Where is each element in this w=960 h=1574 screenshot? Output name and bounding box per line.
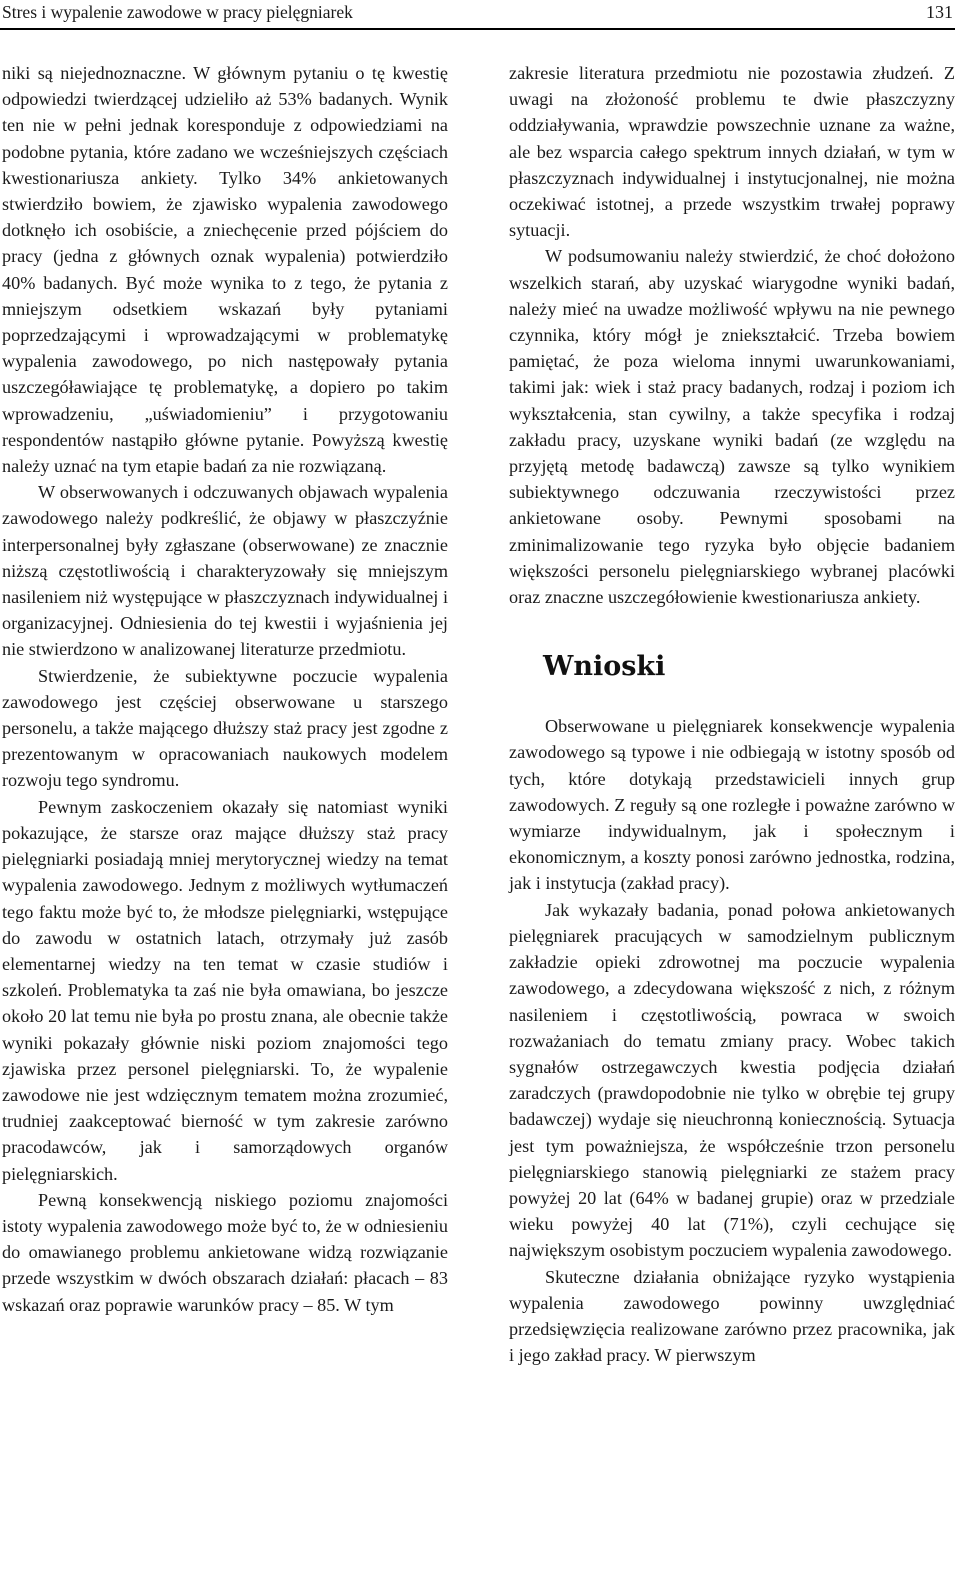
paragraph: Obserwowane u pielęgniarek konsekwencje wypalenia zawodowego są typowe i nie odbiegają w istotny sposób od tych, które dotykają przedstawicieli innych grup zawodowych. Z reguły są one rozległe i poważne zarówno w wymiarze indywidualnym, jak i społecznym i ekonomicznym, a koszty ponosi zarówno jednostka, rodzina, jak i instytucja (zakład pracy).	[509, 716, 955, 894]
paragraph: Stwierdzenie, że subiektywne poczucie wypalenia zawodowego jest częściej obserwowane u starszego personelu, a także mającego dłuższy staż pracy jest zgodne z prezentowanym w opracowaniach naukowych modelem rozwoju tego syndromu.	[2, 665, 448, 791]
paragraph: W podsumowaniu należy stwierdzić, że choć dołożono wszelkich starań, aby uzyskać wiarygodne wyniki badań, należy mieć na uwadze możliwość wpływu na nie pewnego czynnika, który mógł je zniekształcić. Trzeba bowiem pamiętać, że poza wieloma innymi uwarunkowaniami, takimi jak: wiek i staż pracy badanych, rodzaj i poziom ich wykształcenia, stan cywilny, a także specyfika i rodzaj zakładu pracy, uzyskane wyniki badań (ze względu na przyjętą metodę badawczą) zawsze są tylko wynikiem subiektywnego odczuwania rzeczywistości przez ankietowane osoby. Pewnymi sposobami na zminimalizowanie tego ryzyka było objęcie badaniem większości personelu pielęgniarskiego wybranej placówki oraz znaczne uszczegółowienie kwestionariusza ankiety.	[509, 246, 955, 608]
right-column	[509, 60, 955, 1368]
paragraph: zakresie literatura przedmiotu nie pozostawia złudzeń. Z uwagi na złożoność problemu te dwie płaszczyzny oddziaływania, wprawdzie powszechnie uznane za ważne, ale bez wsparcia całego spektrum innych działań, w tym w płaszczyznach indywidualnej i instytucjonalnej, nie można oczekiwać istotnej, a przede wszystkim trwałej poprawy sytuacji.	[509, 63, 955, 241]
section-heading: Wnioski	[543, 651, 666, 683]
paragraph: niki są niejednoznaczne. W głównym pytaniu o tę kwestię odpowiedzi twierdzącej udzieliło aż 53% badanych. Wynik ten nie w pełni jednak koresponduje z odpowiedziami na podobne pytania, które zadano we wcześniejszych częściach kwestionariusza ankiety. Tylko 34% ankietowanych stwierdziło bowiem, że zjawisko wypalenia zawodowego dotknęło ich osobiście, a zniechęcenie przed pójściem do pracy (jedna z głównych oznak wypalenia) potwierdziło 40% badanych. Być może wynika to z tego, że pytania z mniejszym odsetkiem wskazań były pytaniami poprzedzającymi i wprowadzającymi w problematykę wypalenia zawodowego, po nich następowały pytania uszczegóławiające tę problematykę, a dopiero po takim wprowadzeniu, „uświadomieniu” i przygotowaniu respondentów nastąpiło główne pytanie. Powyższą kwestię należy uznać na tym etapie badań za nie rozwiązaną.	[2, 63, 448, 477]
paragraph: Jak wykazały badania, ponad połowa ankietowanych pielęgniarek pracujących w samodzielnym publicznym zakładzie opieki zdrowotnej ma poczucie wypalenia zawodowego, a zdecydowana większość z nich, z różnym nasileniem i częstotliwością, powraca w swoich rozważaniach do tematu zmiany pracy. Wobec takich sygnałów ostrzegawczych kwestia podjęcia działań zaradczych (prawdopodobnie nie tylko w obrębie tej grupy badawczej) wydaje się nieuchronną koniecznością. Sytuacja jest tym poważniejsza, że współcześnie trzon personelu pielęgniarskiego stanowią pielęgniarki ze stażem pracy powyżej 20 lat (64% w badanej grupie) oraz w przedziale wieku powyżej 40 lat (71%), czyli cechujące się największym osobistym poczuciem wypalenia zawodowego.	[509, 899, 955, 1261]
running-title: Stres i wypalenie zawodowe w pracy pielęgniarek	[2, 2, 353, 22]
paragraph: Pewnym zaskoczeniem okazały się natomiast wyniki pokazujące, że starsze oraz mające dłuższy staż pracy pielęgniarki posiadają mniej merytorycznej wiedzy na temat wypalenia zawodowego. Jednym z możliwych wytłumaczeń tego faktu może być to, że młodsze pielęgniarki, wstępujące do zawodu w ostatnich latach, otrzymały już zasób elementarnej wiedzy na ten temat w czasie studiów i szkoleń. Problematyka ta zaś nie była omawiana, bo jeszcze około 20 lat temu nie była po prostu znana, ale obecnie także wyniki pokazały głównie niski poziom znajomości tego zjawiska przez personel pielęgniarski. To, że wypalenie zawodowe nie jest wdzięcznym tematem można zrozumieć, trudniej zaakceptować bierność w tym zakresie zarówno pracodawców, jak i samorządowych organów pielęgniarskich.	[2, 796, 448, 1184]
left-column	[2, 60, 448, 1318]
paragraph: Skuteczne działania obniżające ryzyko wystąpienia wypalenia zawodowego powinny uwzględniać przedsięwzięcia realizowane zarówno przez pracownika, jak i jego zakład pracy. W pierwszym	[509, 1266, 955, 1366]
paragraph: Pewną konsekwencją niskiego poziomu znajomości istoty wypalenia zawodowego może być to, że w odniesieniu do omawianego problemu ankietowane widzą rozwiązanie przede wszystkim w dwóch obszarach działań: płacach – 83 wskazań oraz poprawie warunków pracy – 85. W tym	[2, 1189, 448, 1315]
paragraph: W obserwowanych i odczuwanych objawach wypalenia zawodowego należy podkreślić, że objawy w płaszczyźnie interpersonalnej były zgłaszane (obserwowane) ze znacznie niższą częstotliwością i charakteryzowały się mniejszym nasileniem niż występujące w płaszczyznach indywidualnej i organizacyjnej. Odniesienia do tej kwestii i wyjaśnienia jej nie stwierdzono w analizowanej literaturze przedmiotu.	[2, 482, 448, 660]
running-header	[0, 0, 955, 30]
page-number: 131	[926, 2, 953, 22]
